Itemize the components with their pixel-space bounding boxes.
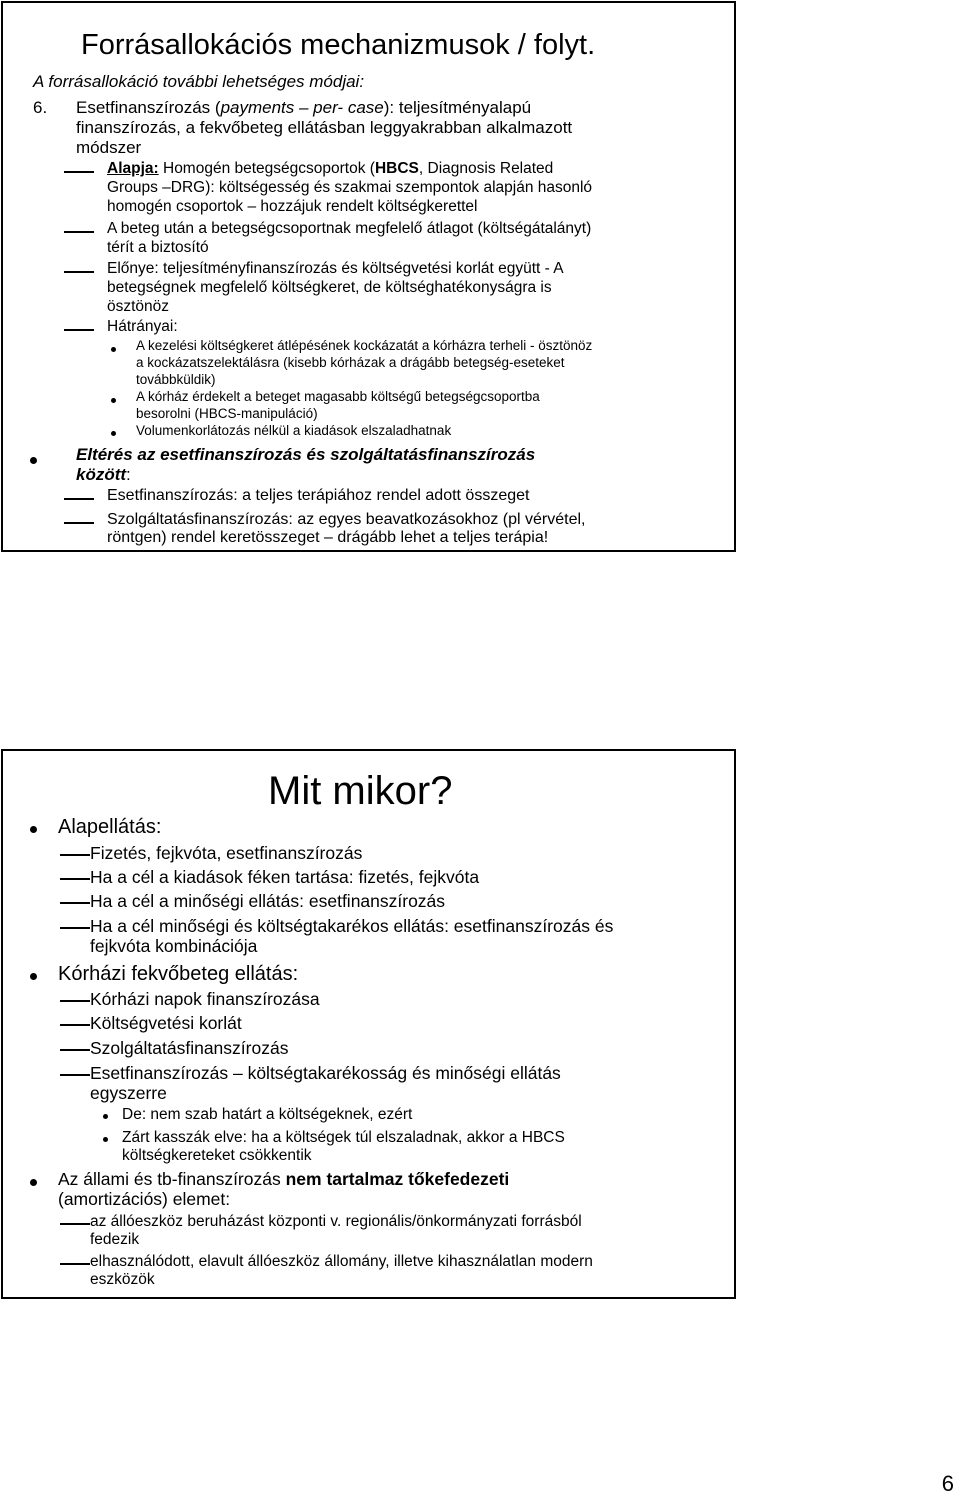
eltérés-item-2-line-2: röntgen) rendel keretösszeget – drágább lehet a teljes terápia! (107, 529, 549, 546)
bullet-dot (30, 457, 37, 464)
korhazi-item-1: Kórházi napok finanszírozása (90, 989, 320, 1009)
dash-bullet (60, 1024, 90, 1026)
bullet-dot (30, 973, 37, 980)
alapellatas-heading: Alapellátás: (58, 816, 162, 838)
eltérés-item-1: Esetfinanszírozás: a teljes terápiához rendel adott összeget (107, 487, 530, 504)
dash-bullet (64, 171, 94, 173)
hatrany-2-line-2: besorolni (HBCS-manipuláció) (136, 406, 318, 421)
elonye-line-3: ösztönöz (107, 298, 170, 315)
dash-bullet (60, 1074, 90, 1076)
hatrany-3: Volumenkorlátozás nélkül a kiadások elszaladhatnak (136, 423, 452, 438)
bullet-dot (111, 398, 116, 403)
hatrany-2-line-1: A kórház érdekelt a beteget magasabb költségű betegségcsoportba (136, 389, 540, 404)
bullet-dot (103, 1137, 108, 1142)
alapja-line-2: Groups –DRG): költségesség és szakmai szempontok alapján hasonló (107, 179, 593, 196)
item-6-line-2: finanszírozás, a fekvőbeteg ellátásban leggyakrabban alkalmazott (76, 118, 573, 137)
hatrany-1-line-3: továbbküldik) (136, 372, 216, 387)
allami-item-1-line-2: fedezik (90, 1231, 140, 1248)
allami-item-2-line-1: elhasználódott, elavult állóeszköz állomány, illetve kihasználatlan modern (90, 1253, 593, 1270)
hatrany-1-line-1: A kezelési költségkeret átlépésének kockázatát a kórházra terheli - ösztönöz (136, 338, 593, 353)
dash-bullet (60, 1000, 90, 1002)
dash-bullet (64, 231, 94, 233)
hatrany-1-line-2: a kockázatszelektálásra (kisebb kórházak a drágább betegség-eseteket (136, 355, 565, 370)
bullet-dot (103, 1114, 108, 1119)
beteg-line-2: térít a biztosító (107, 239, 209, 256)
korhazi-heading: Kórházi fekvőbeteg ellátás: (58, 963, 299, 985)
alap-item-4-line-2: fejkvóta kombinációja (90, 936, 258, 956)
alapja-line-1: Alapja: Homogén betegségcsoportok (HBCS, Diagnosis Related (107, 160, 554, 177)
korhazi-item-3: Szolgáltatásfinanszírozás (90, 1038, 289, 1058)
alap-item-1: Fizetés, fejkvóta, esetfinanszírozás (90, 843, 363, 863)
slide-2 (1, 749, 736, 1299)
korhazi-item-4-line-1: Esetfinanszírozás – költségtakarékosság és minőségi ellátás (90, 1063, 561, 1083)
dash-bullet (60, 1223, 90, 1225)
slide-1-title: Forrásallokációs mechanizmusok / folyt. (81, 29, 596, 61)
dash-bullet (60, 927, 90, 929)
korhazi-item-2: Költségvetési korlát (90, 1013, 242, 1033)
dash-bullet (64, 329, 94, 331)
slide-2-title: Mit mikor? (268, 769, 453, 813)
dash-bullet (60, 854, 90, 856)
alap-item-3: Ha a cél a minőségi ellátás: esetfinanszírozás (90, 891, 446, 911)
allami-item-2-line-2: eszközök (90, 1271, 155, 1288)
hatranyai-heading: Hátrányai: (107, 318, 178, 335)
bullet-dot (30, 826, 37, 833)
elteres-line-1: Eltérés az esetfinanszírozás és szolgáltatásfinanszírozás (76, 445, 536, 464)
dash-bullet (60, 902, 90, 904)
allami-line-1: Az állami és tb-finanszírozás nem tartalmaz tőkefedezeti (58, 1169, 510, 1189)
allami-item-1-line-1: az állóeszköz beruházást központi v. regionális/önkormányzati forrásból (90, 1213, 582, 1230)
item-6-number: 6. (33, 98, 48, 117)
item-6-line-3: módszer (76, 138, 142, 157)
korhazi-sub-2-line-2: költségkereteket csökkentik (122, 1147, 312, 1164)
elonye-line-2: betegségnek megfelelő költségkeret, de költséghatékonyságra is (107, 279, 552, 296)
dash-bullet (64, 498, 94, 500)
slide-1-subtitle: A forrásallokáció további lehetséges módjai: (33, 72, 365, 91)
slide-1 (1, 1, 736, 552)
elonye-line-1: Előnye: teljesítményfinanszírozás és költségvetési korlát együtt - A (107, 260, 564, 277)
eltérés-item-2-line-1: Szolgáltatásfinanszírozás: az egyes beavatkozásokhoz (pl vérvétel, (107, 511, 586, 528)
korhazi-item-4-line-2: egyszerre (90, 1083, 167, 1103)
dash-bullet (60, 1263, 90, 1265)
bullet-dot (111, 347, 116, 352)
alap-item-2: Ha a cél a kiadások féken tartása: fizetés, fejkvóta (90, 867, 480, 887)
dash-bullet (60, 878, 90, 880)
allami-line-2: (amortizációs) elemet: (58, 1189, 231, 1209)
dash-bullet (60, 1049, 90, 1051)
korhazi-sub-2-line-1: Zárt kasszák elve: ha a költségek túl elszaladnak, akkor a HBCS (122, 1129, 565, 1146)
dash-bullet (64, 522, 94, 524)
elteres-line-2: között: (76, 465, 131, 484)
dash-bullet (64, 271, 94, 273)
bullet-dot (111, 431, 116, 436)
beteg-line-1: A beteg után a betegségcsoportnak megfelelő átlagot (költségátalányt) (107, 220, 592, 237)
alapja-line-3: homogén csoportok – hozzájuk rendelt költségkerettel (107, 198, 478, 215)
item-6-line-1: Esetfinanszírozás (payments – per- case): teljesítményalapú (76, 98, 532, 117)
page-number: 6 (941, 1471, 954, 1496)
korhazi-sub-1: De: nem szab határt a költségeknek, ezért (122, 1106, 413, 1123)
bullet-dot (30, 1179, 37, 1186)
alap-item-4-line-1: Ha a cél minőségi és költségtakarékos ellátás: esetfinanszírozás és (90, 916, 614, 936)
